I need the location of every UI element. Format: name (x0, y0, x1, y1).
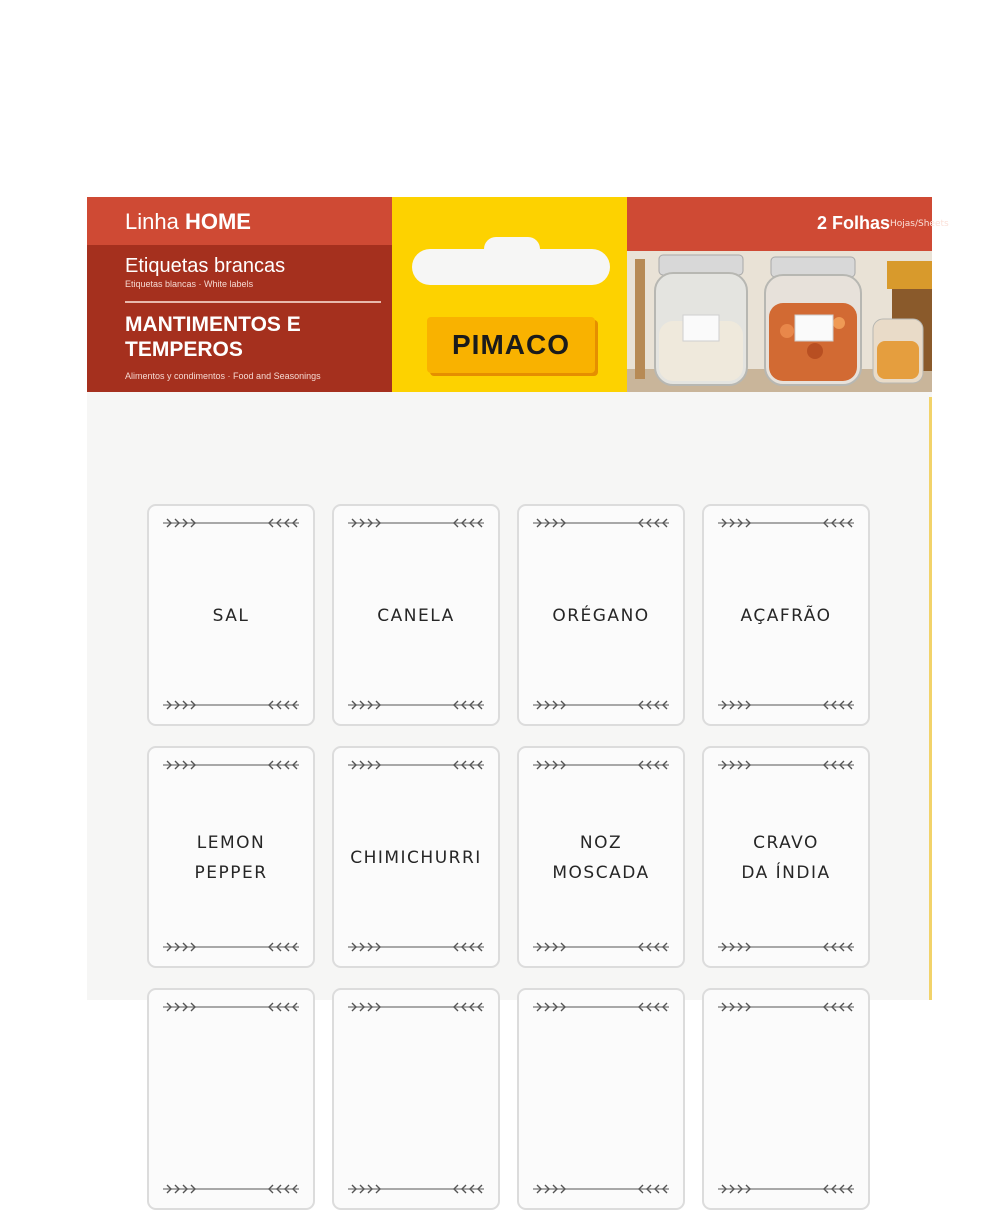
arrow-ornament-icon (716, 1182, 856, 1196)
product-title-translations: Alimentos y condimentos · Food and Seasonings (125, 371, 321, 381)
spice-label (702, 746, 870, 968)
brand-logo-text: PIMACO (452, 329, 570, 360)
photo-panel (627, 197, 949, 392)
line-prefix: Linha (125, 209, 179, 234)
spice-label (147, 988, 315, 1210)
arrow-ornament-icon (716, 1000, 856, 1014)
spice-label (147, 504, 315, 726)
label-text-line1: LEMON (196, 833, 266, 853)
sheets-banner (627, 197, 949, 251)
product-subtitle-translations: Etiquetas blancas · White labels (125, 279, 254, 289)
brand-panel (392, 197, 627, 392)
spice-label (332, 746, 500, 968)
arrow-ornament-icon (531, 516, 671, 530)
labels-sheet (87, 392, 932, 1000)
arrow-ornament-icon (161, 758, 301, 772)
product-title-line1: MANTIMENTOS E (125, 313, 301, 336)
arrow-ornament-icon (531, 758, 671, 772)
arrow-ornament-icon (716, 758, 856, 772)
product-title-line2: TEMPEROS (125, 338, 243, 361)
arrow-ornament-icon (531, 1182, 671, 1196)
arrow-ornament-icon (716, 940, 856, 954)
arrow-ornament-icon (346, 516, 486, 530)
sheet-count-translations: Hojas/Sheets (890, 219, 949, 229)
spice-label (147, 746, 315, 968)
product-info-panel (87, 197, 392, 392)
arrow-ornament-icon (161, 940, 301, 954)
arrow-ornament-icon (161, 698, 301, 712)
label-text-line1: NOZ (579, 833, 623, 853)
spice-label (702, 988, 870, 1210)
arrow-ornament-icon (346, 1182, 486, 1196)
arrow-ornament-icon (346, 758, 486, 772)
product-package (87, 197, 949, 1000)
sheet-count: 2 Folhas (816, 213, 890, 233)
arrow-ornament-icon (346, 698, 486, 712)
arrow-ornament-icon (346, 940, 486, 954)
arrow-ornament-icon (716, 516, 856, 530)
spice-label (702, 504, 870, 726)
package-header (87, 197, 949, 392)
label-text-line1: ORÉGANO (552, 606, 650, 626)
label-text-line2: MOSCADA (552, 863, 650, 883)
spice-label (332, 988, 500, 1210)
label-text-line2: PEPPER (194, 863, 268, 883)
spice-label (517, 988, 685, 1210)
arrow-ornament-icon (716, 698, 856, 712)
label-text-line1: CRAVO (753, 833, 819, 853)
spice-label (517, 504, 685, 726)
arrow-ornament-icon (531, 940, 671, 954)
label-text-line1: CANELA (377, 606, 455, 626)
arrow-ornament-icon (161, 1000, 301, 1014)
jars-photo (627, 251, 932, 392)
product-subtitle: Etiquetas brancas (125, 255, 286, 277)
arrow-ornament-icon (531, 698, 671, 712)
spice-label (517, 746, 685, 968)
line-banner (87, 197, 392, 245)
arrow-ornament-icon (346, 1000, 486, 1014)
line-name (125, 209, 251, 235)
divider (125, 301, 381, 303)
line-brand: HOME (184, 209, 251, 234)
spice-label (332, 504, 500, 726)
label-text-line2: DA ÍNDIA (741, 863, 831, 883)
brand-logo (427, 317, 595, 373)
label-text-line1: SAL (212, 606, 250, 626)
label-text-line1: AÇAFRÃO (740, 606, 832, 626)
arrow-ornament-icon (161, 516, 301, 530)
arrow-ornament-icon (161, 1182, 301, 1196)
arrow-ornament-icon (531, 1000, 671, 1014)
label-text-line1: CHIMICHURRI (350, 848, 482, 868)
hang-hole (412, 249, 610, 285)
